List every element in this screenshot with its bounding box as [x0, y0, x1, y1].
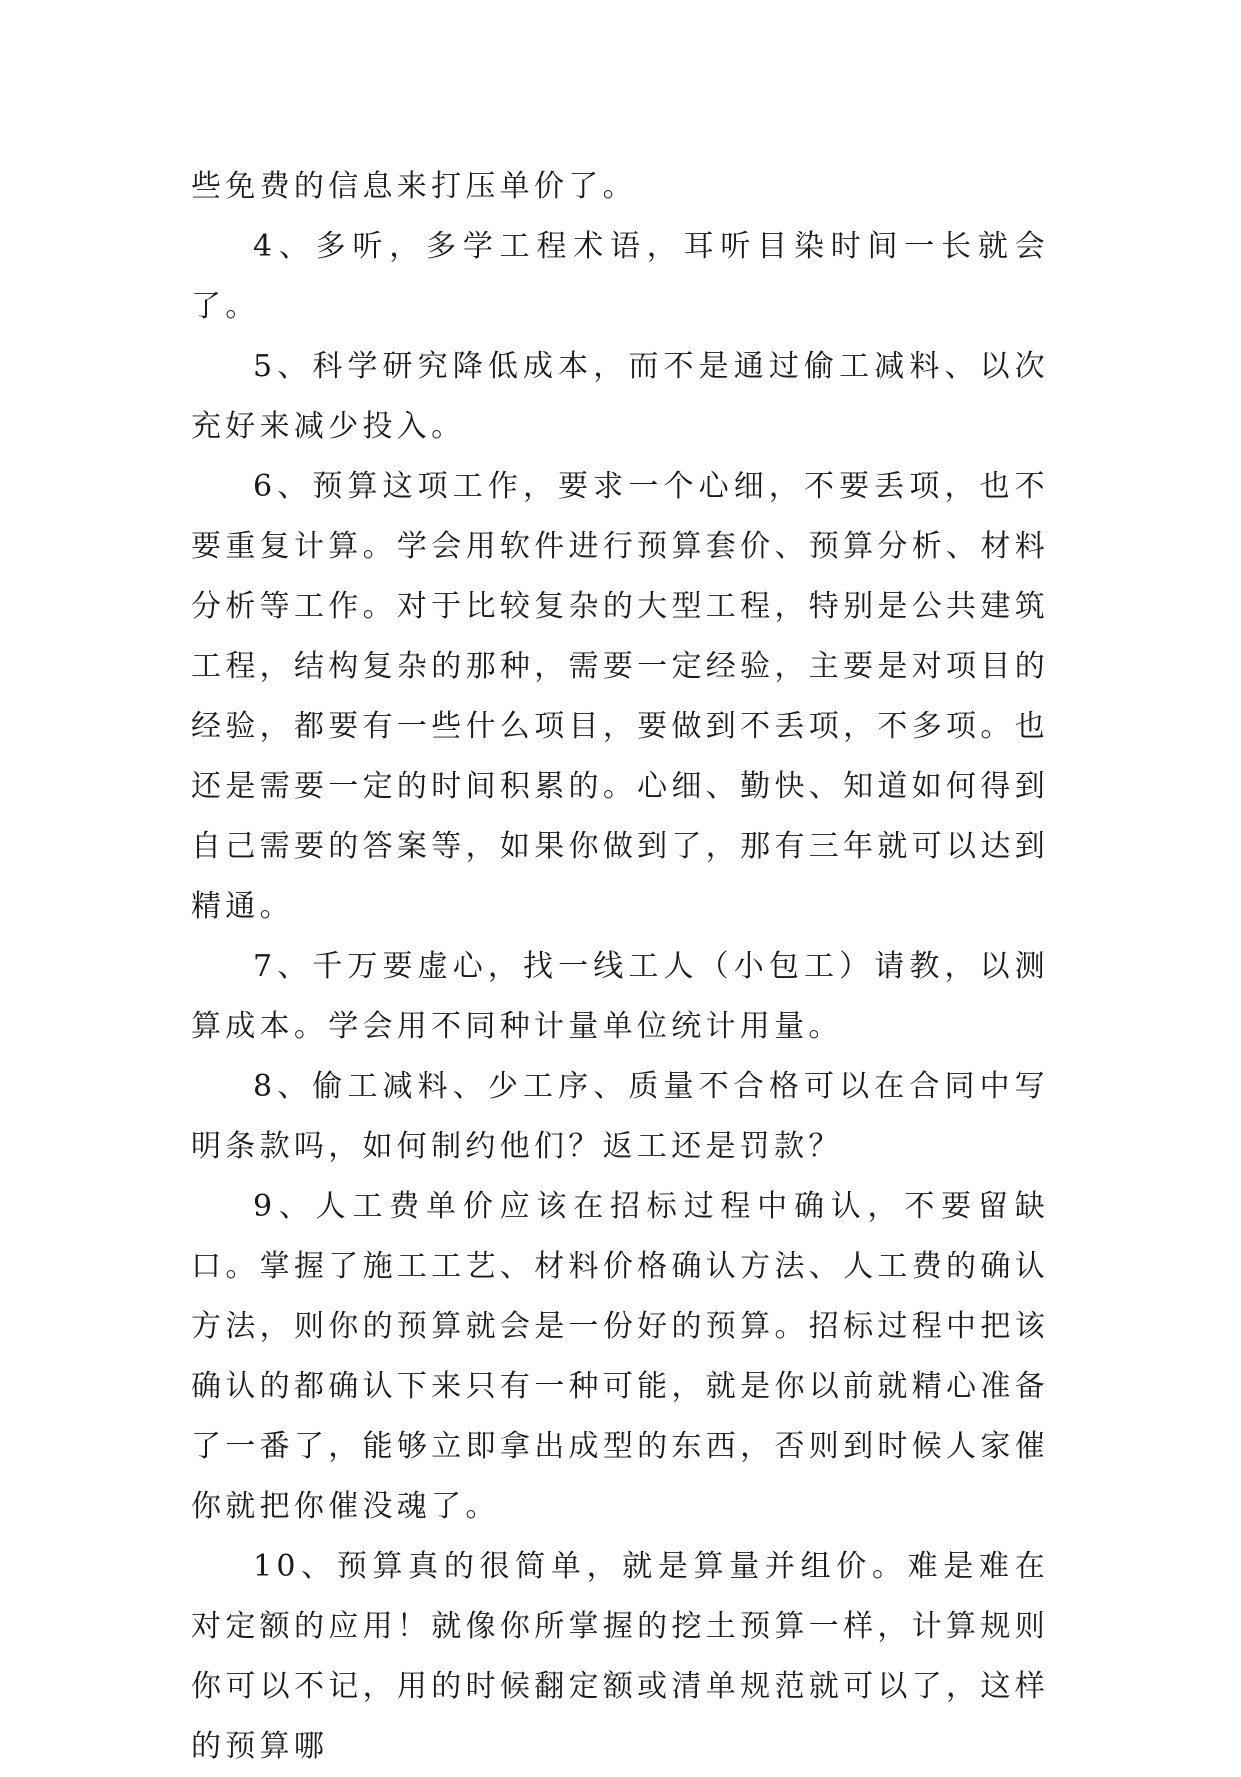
paragraph-item-7: 7、千万要虚心，找一线工人（小包工）请教，以测算成本。学会用不同种计量单位统计用量。	[191, 949, 1049, 1044]
paragraph-item-6: 6、预算这项工作，要求一个心细，不要丢项，也不要重复计算。学会用软件进行预算套价、预算分析、材料分析等工作。对于比较复杂的大型工程，特别是公共建筑工程，结构复杂的那种，需要一定经验，主要是对项目的经验，都要有一些什么项目，要做到不丢项，不多项。也还是需要一定的时间积累的。心细、勤快、知道如何得到自己需要的答案等，如果你做到了，那有三年就可以达到精通。	[191, 469, 1049, 924]
paragraph-item-5: 5、科学研究降低成本，而不是通过偷工减料、以次充好来减少投入。	[191, 349, 1049, 444]
paragraph-item-4: 4、多听，多学工程术语，耳听目染时间一长就会了。	[191, 229, 1049, 324]
paragraph-continuation: 些免费的信息来打压单价了。	[191, 169, 637, 204]
document-body	[191, 157, 1049, 1777]
paragraph-item-8: 8、偷工减料、少工序、质量不合格可以在合同中写明条款吗，如何制约他们？返工还是罚款？	[191, 1069, 1049, 1164]
paragraph-item-10: 10、预算真的很简单，就是算量并组价。难是难在对定额的应用！就像你所掌握的挖土预算一样，计算规则你可以不记，用的时候翻定额或清单规范就可以了，这样的预算哪	[191, 1549, 1049, 1764]
paragraph-item-9: 9、人工费单价应该在招标过程中确认，不要留缺口。掌握了施工工艺、材料价格确认方法、人工费的确认方法，则你的预算就会是一份好的预算。招标过程中把该确认的都确认下来只有一种可能，就是你以前就精心准备了一番了，能够立即拿出成型的东西，否则到时候人家催你就把你催没魂了。	[191, 1189, 1049, 1524]
